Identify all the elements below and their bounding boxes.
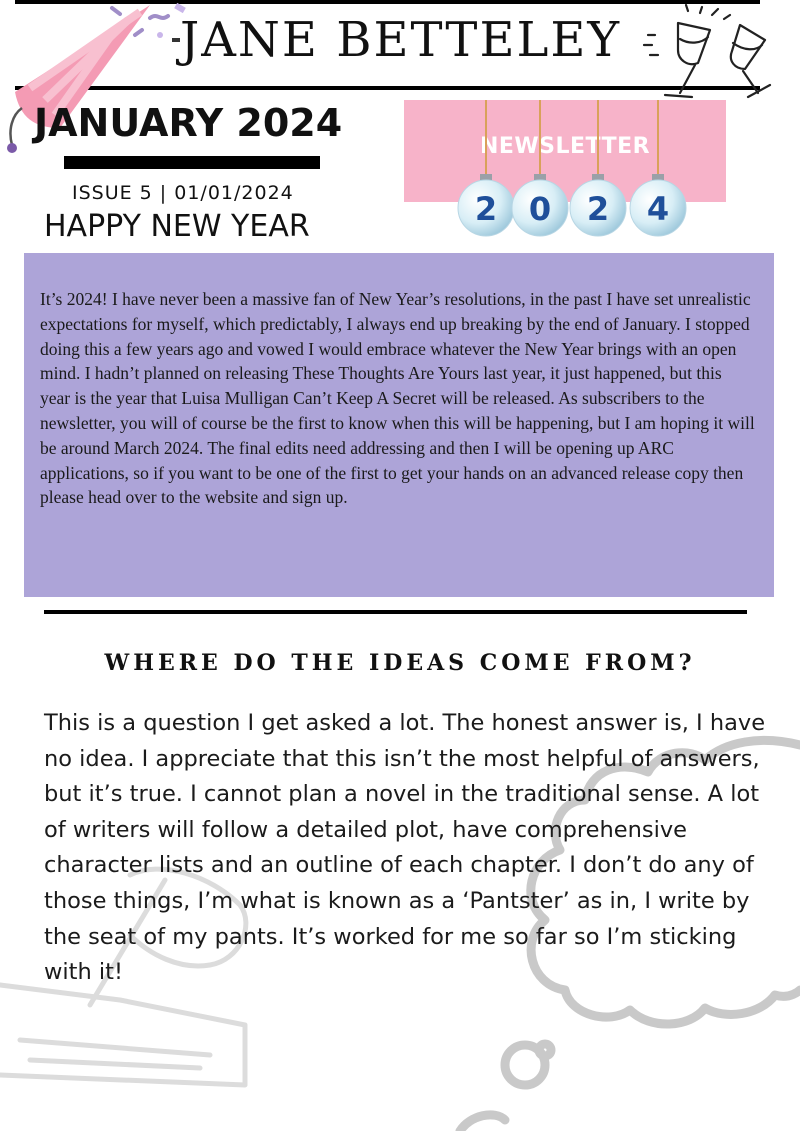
ornament-digit: 0 bbox=[528, 190, 552, 228]
ornament-strings bbox=[0, 0, 800, 260]
greeting-heading: HAPPY NEW YEAR bbox=[44, 209, 310, 244]
author-name: JANE BETTELEY bbox=[180, 12, 622, 68]
section-divider bbox=[44, 610, 747, 614]
newsletter-label: NEWSLETTER bbox=[479, 134, 651, 159]
issue-number-date: ISSUE 5 | 01/01/2024 bbox=[72, 182, 294, 204]
section-body: This is a question I get asked a lot. The honest answer is, I have no idea. I appreciate that this isn’t the most helpful of answers, but it’s true. I cannot plan a novel in the traditional sense. A lot of writers will follow a detailed plot, have comprehensive character lists and an outline of each chapter. I don’t do any of those things, I’m what is known as a ‘Pantster’ as in, I write by the seat of my pants. It’s worked for me so far so I’m sticking with it! bbox=[44, 710, 766, 986]
ornament-digit: 4 bbox=[646, 190, 670, 228]
ornament-digit: 2 bbox=[474, 190, 498, 228]
section-heading: WHERE DO THE IDEAS COME FROM? bbox=[104, 650, 696, 676]
intro-box bbox=[24, 253, 774, 597]
ornament-digit: 2 bbox=[586, 190, 610, 228]
intro-paragraph: It’s 2024! I have never been a massive fan of New Year’s resolutions, in the past I have set unrealistic expectations for myself, which predictably, I always end up breaking by the end of January. I stopped doing this a few years ago and vowed I would embrace whatever the New Year brings with an open mind. I hadn’t planned on releasing These Thoughts Are Yours last year, it just happened, but this year is the year that Luisa Mulligan Can’t Keep A Secret will be released. As subscribers to the newsletter, you will of course be the first to know when this will be happening, but I am hoping it will be around March 2024. The final edits need addressing and then I will be opening up ARC applications, so if you want to be one of the first to get your hands on an advanced release copy then please head over to the website and sign up. bbox=[40, 289, 755, 508]
issue-month: JANUARY 2024 bbox=[34, 101, 343, 145]
